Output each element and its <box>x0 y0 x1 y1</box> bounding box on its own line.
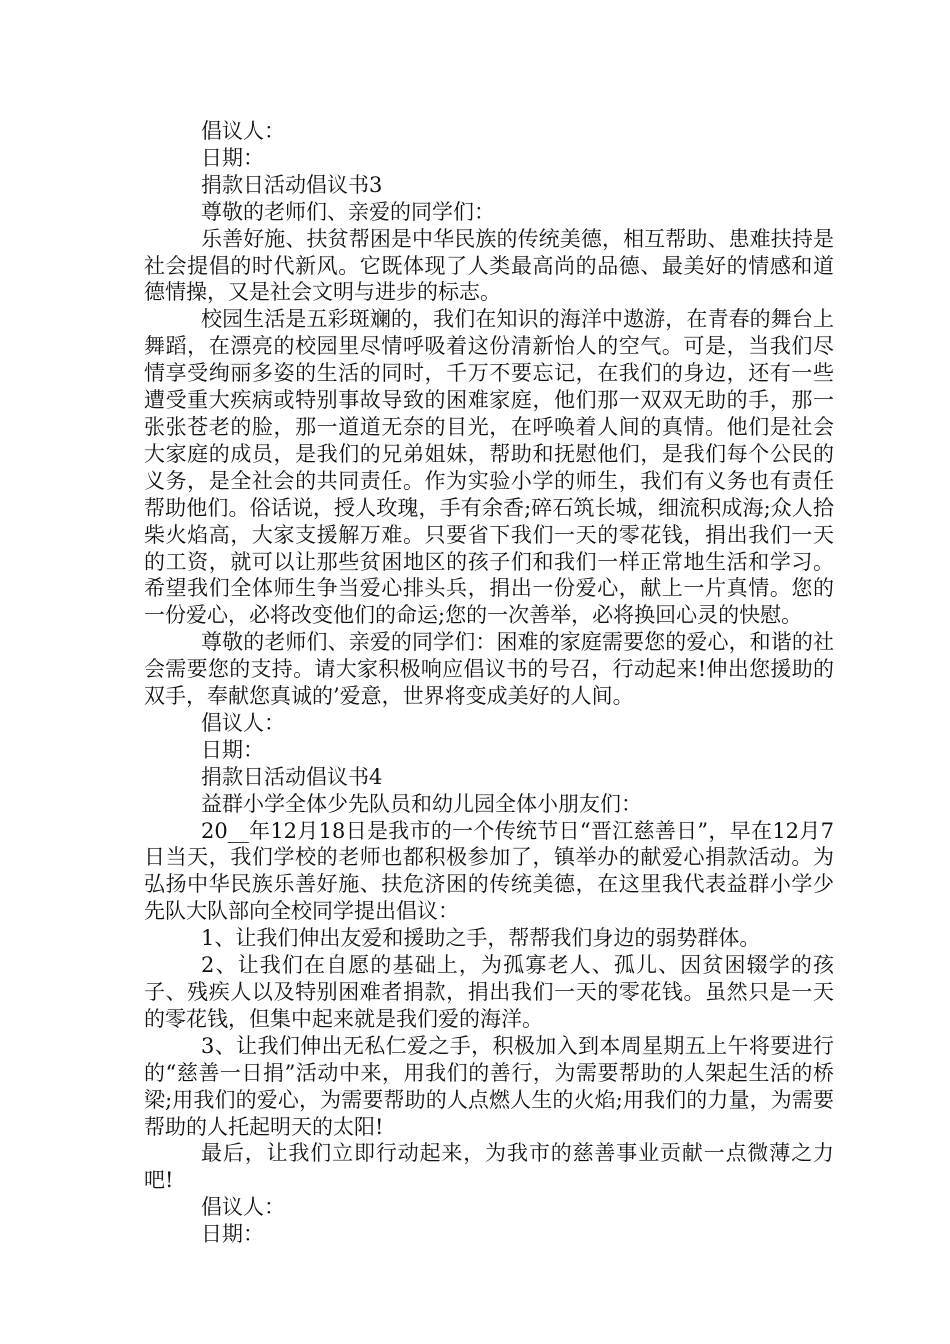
salutation: 尊敬的老师们、亲爱的同学们： <box>201 199 495 224</box>
paragraph: 最后，让我们立即行动起来，为我市的慈善事业贡献一点微薄之力吧! <box>144 1141 834 1193</box>
proposer-label: 倡议人： <box>201 710 285 735</box>
section-title: 捐款日活动倡议书4 <box>201 764 383 789</box>
date-label: 日期： <box>201 145 264 170</box>
proposer-label: 倡议人： <box>201 1195 285 1220</box>
list-item: 1、让我们伸出友爱和援助之手，帮帮我们身边的弱势群体。 <box>201 926 761 951</box>
paragraph: 乐善好施、扶贫帮困是中华民族的传统美德，相互帮助、患难扶持是社会提倡的时代新风。它既体现了人类最高尚的品德、最美好的情感和道德情操，又是社会文明与进步的标志。 <box>144 226 834 305</box>
paragraph: 校园生活是五彩斑斓的，我们在知识的海洋中遨游，在青春的舞台上舞蹈，在漂亮的校园里尽情呼吸着这份清新怡人的空气。可是，当我们尽情享受绚丽多姿的生活的同时，千万不要忘记，在我们的身边，还有一些遭受重大疾病或特别事故导致的困难家庭，他们那一双双无助的手，那一张张苍老的脸，那一道道无奈的目光，在呼唤着人间的真情。他们是社会大家庭的成员，是我们的兄弟姐妹，帮助和抚慰他们，是我们每个公民的义务，是全社会的共同责任。作为实验小学的师生，我们有义务也有责任帮助他们。俗话说，授人玫瑰，手有余香;碎石筑长城，细流积成海;众人拾柴火焰高，大家支援解万难。只要省下我们一天的零花钱，捐出我们一天的工资，就可以让那些贫困地区的孩子们和我们一样正常地生活和学习。希望我们全体师生争当爱心排头兵，捐出一份爱心，献上一片真情。您的一份爱心，必将改变他们的命运;您的一次善举，必将换回心灵的快慰。 <box>144 307 834 628</box>
paragraph: 尊敬的老师们、亲爱的同学们：困难的家庭需要您的爱心，和谐的社会需要您的支持。请大家积极响应倡议书的号召，行动起来!伸出您援助的双手，奉献您真诚的’爱意，世界将变成美好的人间。 <box>144 630 834 709</box>
paragraph: 20__年12月18日是我市的一个传统节日“晋江慈善日”，早在12月7日当天，我们学校的老师也都积极参加了，镇举办的献爱心捐款活动。为弘扬中华民族乐善好施、扶危济困的传统美德，在这里我代表益群小学少先队大队部向全校同学提出倡议： <box>144 818 834 924</box>
section-title: 捐款日活动倡议书3 <box>201 172 383 197</box>
document-body <box>144 118 834 1248</box>
list-item: 2、让我们在自愿的基础上，为孤寡老人、孤儿、因贫困辍学的孩子、残疾人以及特别困难者捐款，捐出我们一天的零花钱。虽然只是一天的零花钱，但集中起来就是我们爱的海洋。 <box>144 953 834 1031</box>
proposer-label: 倡议人： <box>201 119 285 143</box>
list-item: 3、让我们伸出无私仁爱之手，积极加入到本周星期五上午将要进行的“慈善一日捐”活动中来，用我们的善行，为需要帮助的人架起生活的桥梁;用我们的爱心，为需要帮助的人点燃人生的火焰;用我们的力量，为需要帮助的人托起明天的太阳! <box>144 1033 834 1139</box>
salutation: 益群小学全体少先队员和幼儿园全体小朋友们： <box>201 791 642 816</box>
date-label: 日期： <box>201 737 264 762</box>
date-label: 日期： <box>201 1222 264 1247</box>
